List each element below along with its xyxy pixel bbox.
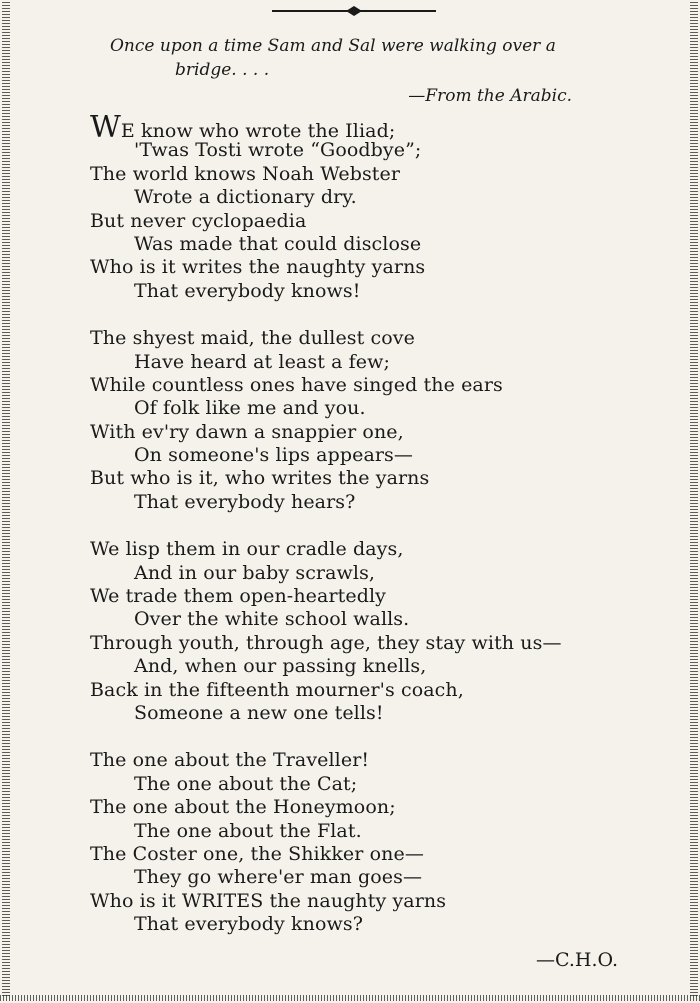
poem-line: Someone a new one tells! [134,701,384,724]
stanza-1 [90,110,650,303]
poem-line: But never cyclopaedia [90,209,307,232]
epigraph-line-1: Once upon a time Sam and Sal were walking over a [110,36,556,56]
poem-line: We trade them open-heartedly [90,585,386,608]
poem-line: That everybody knows? [134,913,363,936]
poem-line: The world knows Noah Webster [90,162,401,185]
diamond-rule-ornament [272,4,436,18]
poem-line: With ev'ry dawn a snappier one, [90,420,404,443]
poem-line: The shyest maid, the dullest cove [90,327,415,350]
poem-line: That everybody hears? [134,490,356,513]
poem-line: The one about the Honeymoon; [90,796,396,819]
poem-line: Have heard at least a few; [134,350,390,373]
left-border-rule [2,0,10,996]
poem-line: While countless ones have singed the ears [90,373,503,396]
poem-line: On someone's lips appears— [134,444,413,467]
poem-line: The one about the Cat; [134,772,358,795]
poem [90,110,650,961]
poem-line: We lisp them in our cradle days, [90,538,404,561]
poem-line [90,110,650,145]
poem-line: Through youth, through age, they stay with us— [90,631,562,654]
poem-line: The one about the Traveller! [90,749,370,772]
poem-line: But who is it, who writes the yarns [90,467,430,490]
poem-line: That everybody knows! [134,279,361,302]
epigraph-line-2: bridge. . . . [175,60,270,80]
poem-line-text: E know who wrote the Iliad; [120,120,396,142]
poem-line: Wrote a dictionary dry. [134,186,357,209]
poem-line: The one about the Flat. [134,819,362,842]
poem-line: They go where'er man goes— [134,866,423,889]
poem-line: 'Twas Tosti wrote “Goodbye”; [134,139,422,162]
poem-line: Of folk like me and you. [134,397,366,420]
poem-line: The Coster one, the Shikker one— [90,842,424,865]
author-signature: —C.H.O. [535,949,618,971]
poem-line: Was made that could disclose [134,232,422,255]
poem-line: Who is it writes the naughty yarns [90,256,426,279]
right-border-rule [690,0,698,996]
epigraph-source: —From the Arabic. [408,86,572,106]
poem-line: Who is it WRITES the naughty yarns [90,889,447,912]
poem-line: And, when our passing knells, [134,655,427,678]
stanza-4 [90,749,650,936]
poem-line: And in our baby scrawls, [134,561,376,584]
poem-line: Back in the fifteenth mourner's coach, [90,678,464,701]
stanza-2 [90,327,650,514]
poem-line: Over the white school walls. [134,608,410,631]
drop-cap: W [90,110,121,145]
bottom-border-rule [0,995,700,1001]
stanza-3 [90,538,650,725]
